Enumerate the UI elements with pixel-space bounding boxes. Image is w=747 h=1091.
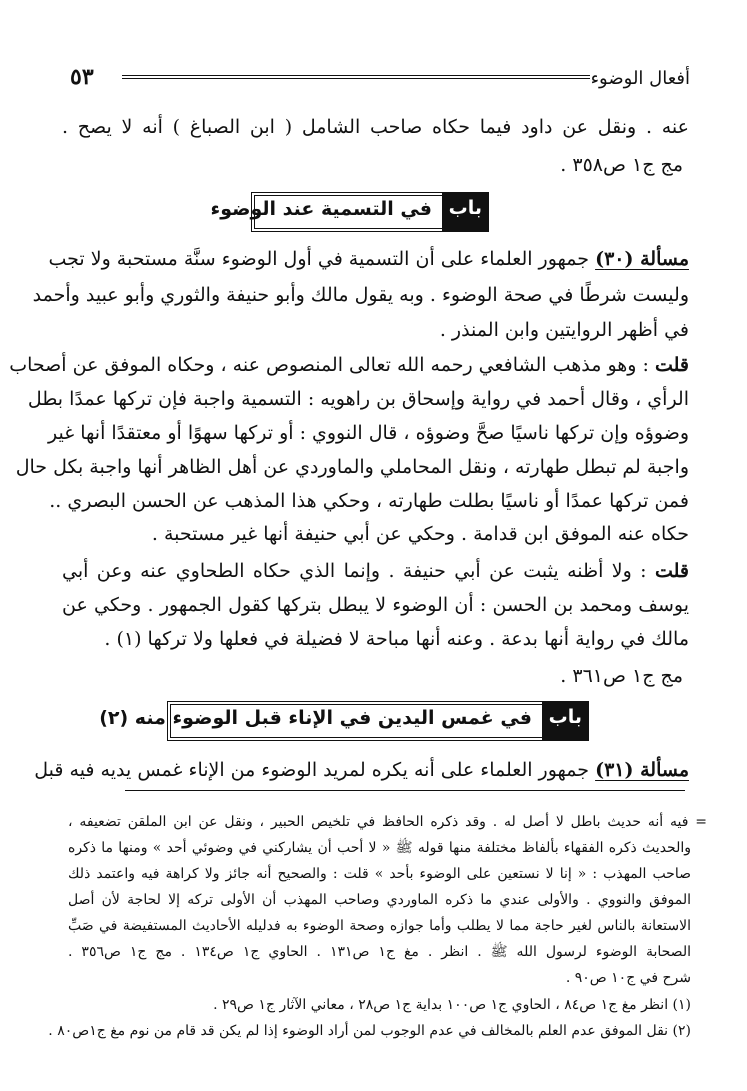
text-line: عنه . ونقل عن داود فيما حكاه صاحب الشامل ( ابن الصباغ ) أنه لا يصح .	[62, 116, 689, 138]
bab-label: باب	[542, 701, 589, 741]
text-line	[48, 247, 689, 271]
text-line: مالك في رواية أنها بدعة . وعنه أنها مباحة لا فضيلة في فعلها ولا تركها (١) .	[104, 628, 689, 650]
continuation-mark: =	[695, 814, 708, 830]
section-heading-box	[210, 192, 489, 232]
footnote-line: (٢) نقل الموفق عدم العلم بالمخالف في عدم الوجوب لمن أراد الوضوء إذا لم يكن قد قام من نوم مغ ج١ص٨٠ .	[48, 1023, 691, 1039]
footnote-line: والحديث ذكره الفقهاء بألفاظ مختلفة منها قوله ﷺ « لا أحب أن يشاركني في وضوئي أحد » ومنها ما ذكره	[68, 840, 691, 856]
text-line: واجبة لم تبطل طهارته ، ونقل المحاملي والماوردي عن أهل الظاهر أنها واجبة بكل حال	[15, 456, 689, 478]
qult-label: قلت	[654, 354, 689, 376]
footnote-line: صاحب المهذب : « إنا لا نستعين على الوضوء بأحد » قلت : والصحيح أنه جائز ولا كراهة فيه واعتمد ذلك	[68, 866, 691, 882]
text-line: فمن تركها عمدًا أو ناسيًا بطلت طهارته ، وحكي هذا المذهب عن الحسن البصري ..	[49, 490, 689, 512]
text-line	[62, 559, 689, 583]
reference-line: مج ج١ ص٣٥٨ .	[560, 154, 683, 176]
running-header	[70, 64, 690, 94]
text-line: في أظهر الروايتين وابن المنذر .	[439, 319, 689, 341]
page-number: ٥٣	[70, 64, 94, 90]
section-title: في التسمية عند الوضوء	[210, 198, 432, 220]
footnote-separator	[125, 790, 685, 791]
footnote-line: الصحابة الوضوء لرسول الله ﷺ . انظر . مغ ج١ ص١٣١ . الحاوي ج١ ص١٣٤ . مج ج١ ص٣٥٦ .	[68, 944, 691, 960]
bab-label: باب	[442, 192, 489, 232]
qult-label: قلت	[654, 560, 689, 582]
text-line	[9, 353, 689, 377]
qult-text: : ولا أظنه يثبت عن أبي حنيفة . وإنما الذي حكاه الطحاوي عنه وعن أبي	[62, 560, 647, 582]
footnote-line: (١) انظر مغ ج١ ص٨٤ ، الحاوي ج١ ص١٠٠ بداية ج١ ص٢٨ ، معاني الآثار ج١ ص٢٩ .	[213, 997, 691, 1013]
qult-text: : وهو مذهب الشافعي رحمه الله تعالى المنصوص عنه ، وحكاه الموفق عن أصحاب	[9, 354, 649, 376]
footnote-text: فيه أنه حديث باطل لا أصل له . وقد ذكره الحافظ في تلخيص الحبير ، ونقل عن ابن الملقن تضعيفه ،	[68, 814, 689, 830]
chapter-title: أفعال الوضوء	[590, 68, 690, 89]
footnote-line: الموفق والنووي . والأولى عندي ما ذكره الماوردي وصاحب المهذب أن الأولى تركه إلا لحاجة لأن أصل	[68, 892, 691, 908]
masala-text: جمهور العلماء على أن التسمية في أول الوضوء سنَّة مستحبة ولا تجب	[48, 248, 590, 270]
section-heading-box	[99, 701, 589, 741]
masala-text: جمهور العلماء على أنه يكره لمريد الوضوء من الإناء غمس يديه فيه قبل	[34, 759, 590, 781]
text-line	[34, 758, 689, 782]
text-line: وضوؤه وإن تركها ناسيًا صحَّ وضوؤه ، قال النووي : أو تركها سهوًا أو معتقدًا أنها غير	[48, 422, 689, 444]
text-line: الرأي ، وقال أحمد في رواية وإسحاق بن راهويه : التسمية واجبة فإن تركها عمدًا بطل	[27, 388, 689, 410]
reference-line: مج ج١ ص٣٦١ .	[560, 665, 683, 687]
text-line: يوسف ومحمد بن الحسن : أن الوضوء لا يبطل بتركها كقول الجمهور . وحكي عن	[62, 594, 689, 616]
text-line: حكاه عنه الموفق ابن قدامة . وحكي عن أبي حنيفة أنها غير مستحبة .	[151, 523, 689, 545]
footnote-line: شرح في ج١٠ ص٩٠ .	[565, 970, 691, 986]
section-title: في غمس اليدين في الإناء قبل الوضوء منه (٢)	[99, 707, 532, 729]
masala-label: مسألة (٣١)	[595, 759, 689, 781]
text-line: وليست شرطًا في صحة الوضوء . وبه يقول مالك وأبو حنيفة والثوري وأبو عبيد وأحمد	[32, 284, 689, 306]
footnote-line	[68, 812, 707, 832]
header-rule	[122, 75, 590, 79]
masala-label: مسألة (٣٠)	[595, 248, 689, 270]
footnote-line: الاستعانة بالناس لغير حاجة مما لا يطلب وأما جوازه وصحة الوضوء به فدليله الأحاديث المستفيضة في صَبِّ	[68, 918, 691, 934]
